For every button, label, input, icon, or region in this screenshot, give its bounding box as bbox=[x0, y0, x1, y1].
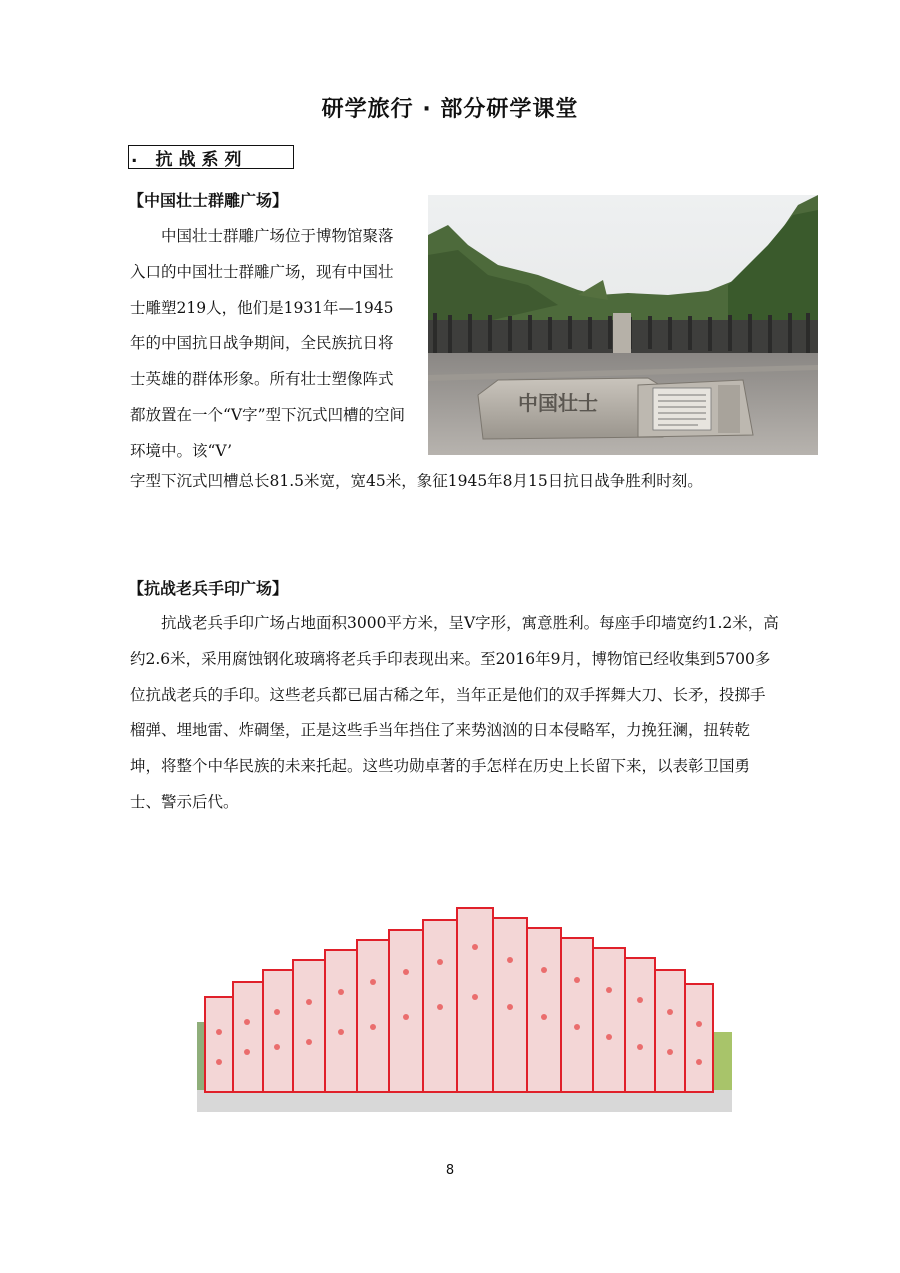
sculpture-square-text: 中国壮士群雕广场位于博物馆聚落入口的中国壮士群雕广场，现有中国壮士雕塑219人，他们是1931年—1945年的中国抗日战争期间，全民族抗日将士英雄的群体形象。所有壮士塑像阵式都放置在一个“V字”型下沉式凹槽的空间环境中。该“V’ bbox=[130, 227, 406, 460]
handprint-square-text: 抗战老兵手印广场占地面积3000平方米，呈V字形，寓意胜利。每座手印墙宽约1.2米，高约2.6米，采用腐蚀钢化玻璃将老兵手印表现出来。至2016年9月，博物馆已经收集到5700多位抗战老兵的手印。这些老兵都已届古稀之年，当年正是他们的双手挥舞大刀、长矛，投掷手榴弹、埋地雷、炸碉堡，正是这些手当年挡住了来势汹汹的日本侵略军，力挽狂澜，扭转乾坤，将整个中华民族的未来托起。这些功勋卓著的手怎样在历史上长留下来，以表彰卫国勇士、警示后代。 bbox=[130, 614, 779, 811]
section-title-handprint-square: 【抗战老兵手印广场】 bbox=[128, 579, 289, 598]
series-marker: . bbox=[131, 147, 138, 167]
series-heading-box bbox=[128, 145, 294, 169]
page-number: 8 bbox=[445, 1163, 455, 1178]
sculpture-square-photo bbox=[428, 195, 818, 455]
page-title: 研学旅行 · 部分研学课堂 bbox=[321, 97, 579, 122]
stone-inscription: 中国壮士 bbox=[518, 391, 598, 415]
section-title-sculpture-square: 【中国壮士群雕广场】 bbox=[128, 191, 289, 210]
series-label: 抗战系列 bbox=[155, 149, 248, 170]
handprint-wall-photo bbox=[197, 902, 732, 1112]
sculpture-square-text-continued: 字型下沉式凹槽总长81.5米宽，宽45米，象征1945年8月15日抗日战争胜利时刻。 bbox=[130, 472, 703, 490]
